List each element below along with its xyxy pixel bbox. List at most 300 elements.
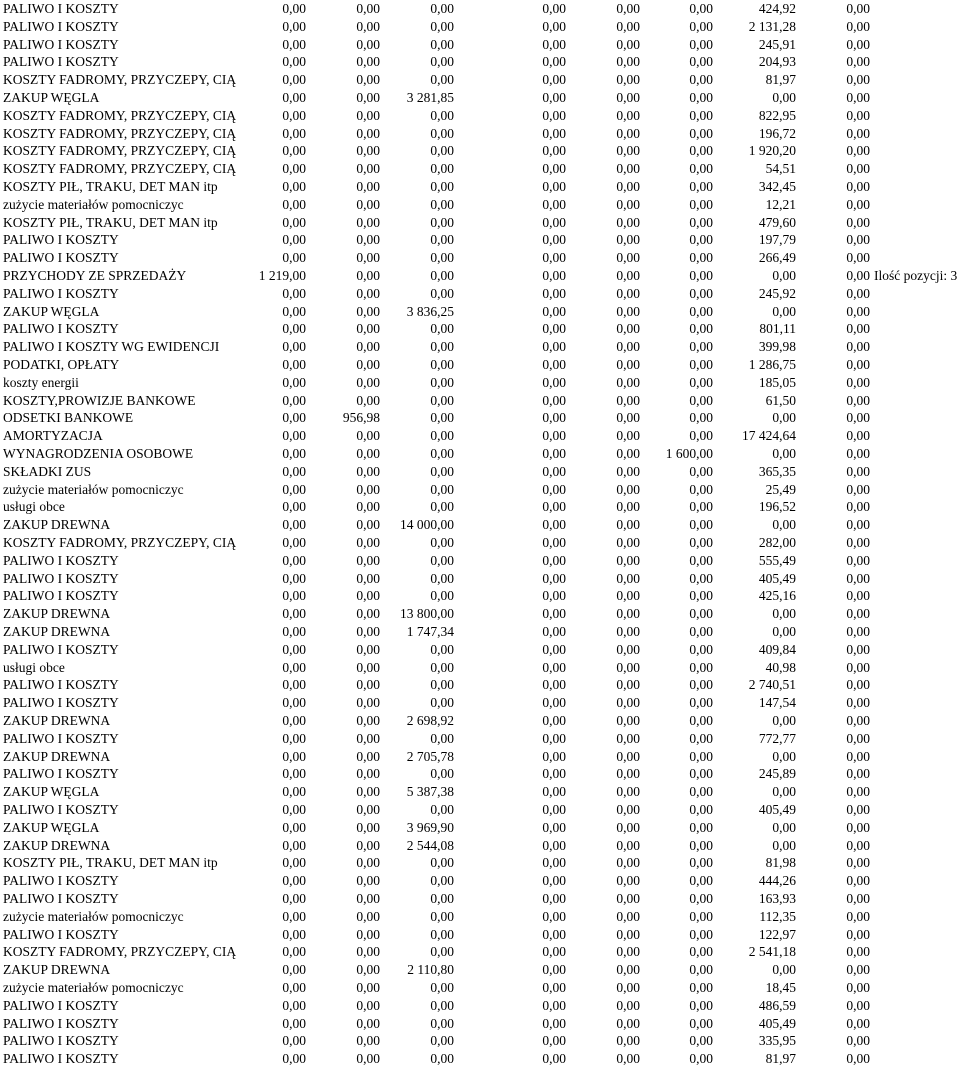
- row-label: ZAKUP WĘGLA: [3, 90, 100, 105]
- amount-col-5: 0,00: [616, 997, 640, 1013]
- amount-col-3: 0,00: [430, 1051, 454, 1067]
- amount-col-3: 0,00: [430, 659, 454, 675]
- amount-col-6: 0,00: [689, 748, 713, 764]
- amount-col-4: 0,00: [542, 1051, 566, 1067]
- amount-col-7: 2 131,28: [748, 18, 796, 34]
- amount-col-4: 0,00: [542, 677, 566, 693]
- amount-col-1: 0,00: [282, 570, 306, 586]
- amount-col-7: 245,91: [758, 36, 796, 52]
- amount-col-5: 0,00: [616, 926, 640, 942]
- amount-col-2: 0,00: [356, 143, 380, 159]
- amount-col-4: 0,00: [542, 446, 566, 461]
- amount-col-8: 0,00: [846, 499, 870, 515]
- amount-col-7: 266,49: [758, 250, 796, 266]
- table-row: [0, 107, 960, 125]
- amount-col-3: 0,00: [430, 392, 454, 408]
- row-label: PALIWO I KOSZTY: [3, 873, 119, 889]
- amount-col-4: 0,00: [542, 481, 566, 497]
- table-row: [0, 71, 960, 89]
- amount-col-1: 0,00: [282, 677, 306, 693]
- amount-col-7: 18,45: [765, 980, 796, 995]
- amount-col-1: 0,00: [282, 855, 306, 871]
- table-row: [0, 196, 960, 214]
- amount-col-4: 0,00: [542, 161, 566, 177]
- amount-col-7: 0,00: [772, 624, 796, 639]
- amount-col-8: 0,00: [846, 962, 870, 978]
- amount-col-2: 0,00: [356, 944, 380, 960]
- row-label: KOSZTY FADROMY, PRZYCZEPY, CIĄ: [3, 944, 237, 960]
- table-row: [0, 943, 960, 961]
- amount-col-5: 0,00: [616, 125, 640, 141]
- table-row: [0, 676, 960, 694]
- row-note: Ilość pozycji: 3: [874, 268, 958, 283]
- amount-col-3: 0,00: [430, 268, 454, 283]
- row-label: PALIWO I KOSZTY: [3, 285, 119, 301]
- amount-col-4: 0,00: [542, 588, 566, 604]
- row-label: PALIWO I KOSZTY: [3, 1033, 119, 1049]
- amount-col-6: 0,00: [689, 481, 713, 497]
- amount-col-3: 0,00: [430, 143, 454, 159]
- row-label: PALIWO I KOSZTY: [3, 250, 119, 266]
- amount-col-8: 0,00: [846, 481, 870, 497]
- amount-col-5: 0,00: [616, 908, 640, 924]
- amount-col-4: 0,00: [542, 303, 566, 319]
- amount-col-3: 0,00: [430, 677, 454, 693]
- amount-col-3: 1 747,34: [406, 624, 454, 639]
- amount-col-5: 0,00: [616, 819, 640, 835]
- table-row: [0, 53, 960, 71]
- table-row: [0, 854, 960, 872]
- amount-col-3: 0,00: [430, 232, 454, 248]
- amount-col-6: 0,00: [689, 428, 713, 444]
- amount-col-3: 0,00: [430, 980, 454, 995]
- table-row: [0, 837, 960, 855]
- amount-col-7: 81,98: [765, 855, 796, 871]
- amount-col-7: 405,49: [758, 1015, 796, 1031]
- amount-col-8: 0,00: [846, 980, 870, 995]
- amount-col-6: 0,00: [689, 677, 713, 693]
- amount-col-2: 0,00: [356, 713, 380, 728]
- table-row: [0, 659, 960, 677]
- amount-col-6: 0,00: [689, 606, 713, 622]
- table-row: [0, 445, 960, 463]
- table-row: [0, 356, 960, 374]
- amount-col-8: 0,00: [846, 374, 870, 390]
- row-label: PALIWO I KOSZTY: [3, 926, 119, 942]
- amount-col-2: 0,00: [356, 36, 380, 52]
- amount-col-5: 0,00: [616, 802, 640, 817]
- amount-col-2: 0,00: [356, 819, 380, 835]
- row-label: PALIWO I KOSZTY: [3, 54, 119, 70]
- amount-col-7: 335,95: [758, 1033, 796, 1049]
- amount-col-2: 0,00: [356, 499, 380, 515]
- amount-col-5: 0,00: [616, 303, 640, 319]
- amount-col-1: 0,00: [282, 107, 306, 123]
- amount-col-4: 0,00: [542, 339, 566, 355]
- amount-col-7: 197,79: [758, 232, 796, 248]
- amount-col-2: 0,00: [356, 107, 380, 123]
- amount-col-2: 0,00: [356, 730, 380, 746]
- amount-col-8: 0,00: [846, 730, 870, 746]
- table-row: [0, 730, 960, 748]
- amount-col-4: 0,00: [542, 570, 566, 586]
- amount-col-4: 0,00: [542, 962, 566, 978]
- amount-col-7: 801,11: [759, 321, 796, 337]
- table-row: [0, 819, 960, 837]
- amount-col-6: 0,00: [689, 997, 713, 1013]
- amount-col-6: 0,00: [689, 285, 713, 301]
- amount-col-6: 0,00: [689, 107, 713, 123]
- amount-col-1: 0,00: [282, 143, 306, 159]
- amount-col-6: 0,00: [689, 54, 713, 70]
- amount-col-2: 0,00: [356, 1015, 380, 1031]
- amount-col-3: 3 969,90: [406, 819, 454, 835]
- amount-col-8: 0,00: [846, 517, 870, 533]
- amount-col-7: 405,49: [758, 570, 796, 586]
- amount-col-4: 0,00: [542, 250, 566, 266]
- amount-col-5: 0,00: [616, 250, 640, 266]
- row-label: zużycie materiałów pomocniczyc: [3, 196, 184, 212]
- amount-col-8: 0,00: [846, 179, 870, 194]
- amount-col-8: 0,00: [846, 713, 870, 728]
- amount-col-8: 0,00: [846, 837, 870, 853]
- amount-col-2: 0,00: [356, 1051, 380, 1067]
- amount-col-8: 0,00: [846, 72, 870, 88]
- amount-col-7: 479,60: [758, 214, 796, 230]
- amount-col-5: 0,00: [616, 463, 640, 479]
- amount-col-1: 0,00: [282, 463, 306, 479]
- amount-col-4: 0,00: [542, 125, 566, 141]
- amount-col-3: 0,00: [430, 285, 454, 301]
- amount-col-3: 0,00: [430, 250, 454, 266]
- amount-col-3: 0,00: [430, 570, 454, 586]
- amount-col-8: 0,00: [846, 695, 870, 711]
- amount-col-1: 0,00: [282, 303, 306, 319]
- amount-col-3: 0,00: [430, 855, 454, 871]
- amount-col-8: 0,00: [846, 250, 870, 266]
- amount-col-1: 0,00: [282, 659, 306, 675]
- table-row: [0, 231, 960, 249]
- amount-col-4: 0,00: [542, 944, 566, 960]
- row-label: KOSZTY FADROMY, PRZYCZEPY, CIĄ: [3, 107, 237, 123]
- amount-col-1: 0,00: [282, 926, 306, 942]
- table-row: [0, 979, 960, 997]
- amount-col-4: 0,00: [542, 1015, 566, 1031]
- amount-col-4: 0,00: [542, 908, 566, 924]
- amount-col-6: 0,00: [689, 802, 713, 817]
- amount-col-7: 444,26: [758, 873, 796, 889]
- amount-col-2: 0,00: [356, 1, 380, 16]
- amount-col-6: 0,00: [689, 303, 713, 319]
- amount-col-5: 0,00: [616, 535, 640, 550]
- amount-col-6: 0,00: [689, 873, 713, 889]
- amount-col-2: 0,00: [356, 606, 380, 622]
- amount-col-5: 0,00: [616, 179, 640, 194]
- table-row: [0, 374, 960, 392]
- amount-col-3: 0,00: [430, 1033, 454, 1049]
- table-row: [0, 997, 960, 1015]
- amount-col-2: 0,00: [356, 463, 380, 479]
- amount-col-4: 0,00: [542, 90, 566, 105]
- amount-col-5: 0,00: [616, 143, 640, 159]
- amount-col-1: 0,00: [282, 908, 306, 924]
- amount-col-6: 0,00: [689, 962, 713, 978]
- amount-col-7: 1 286,75: [748, 357, 796, 372]
- amount-col-7: 81,97: [765, 72, 796, 88]
- amount-col-2: 0,00: [356, 214, 380, 230]
- amount-col-8: 0,00: [846, 1, 870, 16]
- row-label: KOSZTY FADROMY, PRZYCZEPY, CIĄ: [3, 125, 237, 141]
- amount-col-7: 204,93: [758, 54, 796, 70]
- amount-col-2: 0,00: [356, 677, 380, 693]
- amount-col-2: 0,00: [356, 161, 380, 177]
- amount-col-8: 0,00: [846, 446, 870, 461]
- table-row: [0, 765, 960, 783]
- amount-col-3: 0,00: [430, 695, 454, 711]
- amount-col-5: 0,00: [616, 90, 640, 105]
- table-row: [0, 712, 960, 730]
- amount-col-2: 0,00: [356, 855, 380, 871]
- amount-col-3: 0,00: [430, 1015, 454, 1031]
- amount-col-8: 0,00: [846, 766, 870, 782]
- table-row: [0, 36, 960, 54]
- amount-col-5: 0,00: [616, 214, 640, 230]
- amount-col-3: 0,00: [430, 997, 454, 1013]
- amount-col-1: 0,00: [282, 1051, 306, 1067]
- amount-col-5: 0,00: [616, 374, 640, 390]
- amount-col-1: 0,00: [282, 980, 306, 995]
- amount-col-3: 0,00: [430, 321, 454, 337]
- amount-col-8: 0,00: [846, 784, 870, 800]
- table-row: [0, 1050, 960, 1068]
- amount-col-5: 0,00: [616, 891, 640, 906]
- amount-col-2: 0,00: [356, 321, 380, 337]
- amount-col-4: 0,00: [542, 624, 566, 639]
- amount-col-3: 2 698,92: [406, 713, 454, 728]
- amount-col-4: 0,00: [542, 268, 566, 283]
- amount-col-7: 555,49: [758, 552, 796, 568]
- amount-col-2: 0,00: [356, 784, 380, 800]
- row-label: PALIWO I KOSZTY: [3, 1051, 119, 1067]
- amount-col-3: 0,00: [430, 339, 454, 355]
- amount-col-8: 0,00: [846, 36, 870, 52]
- table-row: [0, 160, 960, 178]
- amount-col-7: 0,00: [772, 748, 796, 764]
- amount-col-5: 0,00: [616, 410, 640, 426]
- amount-col-5: 0,00: [616, 481, 640, 497]
- amount-col-3: 3 836,25: [406, 303, 454, 319]
- amount-col-4: 0,00: [542, 837, 566, 853]
- amount-col-8: 0,00: [846, 1033, 870, 1049]
- amount-col-3: 0,00: [430, 54, 454, 70]
- amount-col-5: 0,00: [616, 659, 640, 675]
- row-label: ZAKUP WĘGLA: [3, 784, 100, 800]
- amount-col-1: 0,00: [282, 730, 306, 746]
- row-label: ZAKUP WĘGLA: [3, 819, 100, 835]
- amount-col-7: 196,52: [758, 499, 796, 515]
- table-row: [0, 872, 960, 890]
- amount-col-4: 0,00: [542, 535, 566, 550]
- row-label: PALIWO I KOSZTY: [3, 997, 119, 1013]
- amount-col-7: 399,98: [758, 339, 796, 355]
- amount-col-6: 0,00: [689, 552, 713, 568]
- amount-col-8: 0,00: [846, 143, 870, 159]
- amount-col-2: 0,00: [356, 641, 380, 657]
- amount-col-4: 0,00: [542, 499, 566, 515]
- amount-col-1: 0,00: [282, 232, 306, 248]
- amount-col-6: 0,00: [689, 944, 713, 960]
- amount-col-3: 0,00: [430, 535, 454, 550]
- amount-col-3: 0,00: [430, 374, 454, 390]
- amount-col-2: 0,00: [356, 695, 380, 711]
- amount-col-8: 0,00: [846, 624, 870, 639]
- amount-col-5: 0,00: [616, 18, 640, 34]
- amount-col-4: 0,00: [542, 392, 566, 408]
- amount-col-2: 0,00: [356, 517, 380, 533]
- amount-col-2: 0,00: [356, 303, 380, 319]
- amount-col-8: 0,00: [846, 535, 870, 550]
- table-row: [0, 587, 960, 605]
- table-row: [0, 926, 960, 944]
- table-row: [0, 801, 960, 819]
- amount-col-7: 2 541,18: [748, 944, 796, 960]
- amount-col-7: 81,97: [765, 1051, 796, 1067]
- amount-col-8: 0,00: [846, 107, 870, 123]
- table-row: [0, 623, 960, 641]
- table-row: [0, 605, 960, 623]
- amount-col-5: 0,00: [616, 72, 640, 88]
- row-label: usługi obce: [3, 499, 65, 515]
- row-label: KOSZTY PIŁ, TRAKU, DET MAN itp: [3, 855, 218, 871]
- amount-col-4: 0,00: [542, 695, 566, 711]
- amount-col-6: 0,00: [689, 374, 713, 390]
- amount-col-6: 0,00: [689, 624, 713, 639]
- amount-col-4: 0,00: [542, 143, 566, 159]
- amount-col-4: 0,00: [542, 606, 566, 622]
- amount-col-5: 0,00: [616, 873, 640, 889]
- row-label: PALIWO I KOSZTY: [3, 1015, 119, 1031]
- amount-col-5: 0,00: [616, 962, 640, 978]
- amount-col-1: 0,00: [282, 125, 306, 141]
- table-row: [0, 214, 960, 232]
- amount-col-3: 0,00: [430, 125, 454, 141]
- amount-col-2: 0,00: [356, 891, 380, 906]
- amount-col-3: 5 387,38: [406, 784, 454, 800]
- amount-col-1: 0,00: [282, 766, 306, 782]
- amount-col-7: 0,00: [772, 446, 796, 461]
- amount-col-6: 0,00: [689, 926, 713, 942]
- amount-col-5: 0,00: [616, 232, 640, 248]
- amount-col-2: 0,00: [356, 125, 380, 141]
- amount-col-7: 54,51: [765, 161, 796, 177]
- amount-col-6: 0,00: [689, 321, 713, 337]
- row-label: PALIWO I KOSZTY WG EWIDENCJI: [3, 339, 220, 355]
- amount-col-6: 0,00: [689, 535, 713, 550]
- amount-col-4: 0,00: [542, 873, 566, 889]
- amount-col-4: 0,00: [542, 214, 566, 230]
- amount-col-1: 0,00: [282, 819, 306, 835]
- amount-col-5: 0,00: [616, 321, 640, 337]
- amount-col-4: 0,00: [542, 1033, 566, 1049]
- amount-col-4: 0,00: [542, 980, 566, 995]
- amount-col-3: 0,00: [430, 214, 454, 230]
- amount-col-5: 0,00: [616, 552, 640, 568]
- amount-col-2: 956,98: [342, 410, 380, 426]
- amount-col-5: 0,00: [616, 980, 640, 995]
- amount-col-2: 0,00: [356, 837, 380, 853]
- table-row: [0, 409, 960, 427]
- amount-col-8: 0,00: [846, 606, 870, 622]
- amount-col-4: 0,00: [542, 713, 566, 728]
- amount-col-3: 13 800,00: [400, 606, 454, 622]
- amount-col-6: 0,00: [689, 713, 713, 728]
- amount-col-7: 61,50: [765, 392, 796, 408]
- amount-col-5: 0,00: [616, 285, 640, 301]
- amount-col-7: 12,21: [765, 196, 796, 212]
- amount-col-7: 772,77: [758, 730, 796, 746]
- amount-col-6: 0,00: [689, 250, 713, 266]
- amount-col-8: 0,00: [846, 1015, 870, 1031]
- amount-col-8: 0,00: [846, 268, 870, 283]
- amount-col-7: 0,00: [772, 962, 796, 978]
- row-label: ZAKUP DREWNA: [3, 748, 111, 764]
- amount-col-4: 0,00: [542, 72, 566, 88]
- row-label: ZAKUP DREWNA: [3, 624, 111, 639]
- amount-col-1: 0,00: [282, 499, 306, 515]
- row-label: PALIWO I KOSZTY: [3, 588, 119, 604]
- amount-col-8: 0,00: [846, 873, 870, 889]
- amount-col-6: 0,00: [689, 72, 713, 88]
- row-label: SKŁADKI ZUS: [3, 463, 92, 479]
- amount-col-5: 0,00: [616, 713, 640, 728]
- table-row: [0, 534, 960, 552]
- amount-col-5: 0,00: [616, 517, 640, 533]
- amount-col-5: 0,00: [616, 339, 640, 355]
- amount-col-2: 0,00: [356, 588, 380, 604]
- table-row: [0, 694, 960, 712]
- amount-col-7: 822,95: [758, 107, 796, 123]
- amount-col-1: 0,00: [282, 428, 306, 444]
- amount-col-8: 0,00: [846, 54, 870, 70]
- amount-col-8: 0,00: [846, 18, 870, 34]
- amount-col-8: 0,00: [846, 659, 870, 675]
- amount-col-2: 0,00: [356, 268, 380, 283]
- amount-col-2: 0,00: [356, 339, 380, 355]
- amount-col-4: 0,00: [542, 784, 566, 800]
- amount-col-1: 0,00: [282, 873, 306, 889]
- amount-col-3: 0,00: [430, 873, 454, 889]
- amount-col-4: 0,00: [542, 232, 566, 248]
- amount-col-3: 2 110,80: [407, 962, 454, 978]
- amount-col-1: 0,00: [282, 517, 306, 533]
- amount-col-1: 0,00: [282, 392, 306, 408]
- amount-col-6: 0,00: [689, 392, 713, 408]
- row-label: PRZYCHODY ZE SPRZEDAŻY: [3, 268, 187, 283]
- amount-col-1: 0,00: [282, 214, 306, 230]
- row-label: usługi obce: [3, 659, 65, 675]
- amount-col-1: 0,00: [282, 321, 306, 337]
- amount-col-2: 0,00: [356, 535, 380, 550]
- amount-col-6: 0,00: [689, 517, 713, 533]
- amount-col-1: 0,00: [282, 250, 306, 266]
- amount-col-2: 0,00: [356, 481, 380, 497]
- amount-col-4: 0,00: [542, 196, 566, 212]
- amount-col-7: 342,45: [758, 179, 796, 194]
- table-row: [0, 285, 960, 303]
- amount-col-4: 0,00: [542, 1, 566, 16]
- amount-col-2: 0,00: [356, 179, 380, 194]
- amount-col-5: 0,00: [616, 570, 640, 586]
